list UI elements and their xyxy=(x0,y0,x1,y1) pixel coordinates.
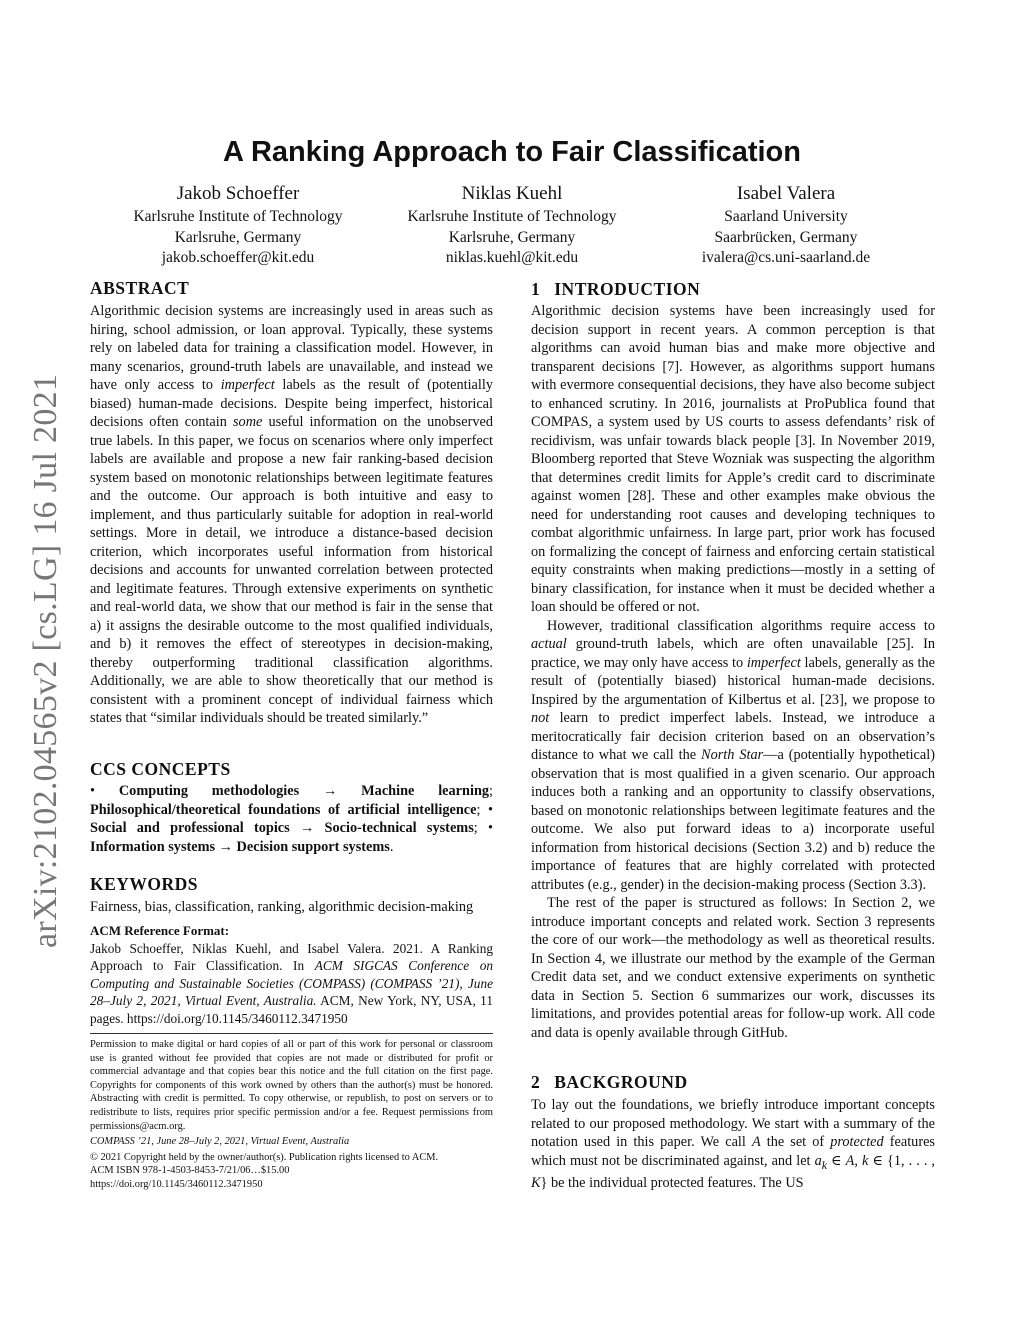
keywords-heading: KEYWORDS xyxy=(90,874,199,894)
intro-paragraph xyxy=(531,617,935,895)
ccs-term: Decision support systems xyxy=(236,838,390,855)
abstract-text-part: labels as the result of (potentially biased) human-made decisions. Despite being imperfect, historical decisions often contain xyxy=(90,377,493,430)
abstract-text xyxy=(90,302,493,728)
background-text xyxy=(531,1096,935,1192)
ccs-separator: ; xyxy=(473,820,478,836)
emphasis: actual xyxy=(531,636,567,652)
math-symbol: K xyxy=(531,1174,541,1191)
emphasis: imperfect xyxy=(746,654,801,671)
ccs-bullet: • xyxy=(488,820,494,836)
keywords-text: Fairness, bias, classification, ranking, algorithmic decision-making xyxy=(90,899,474,915)
copyright-line: © 2021 Copyright held by the owner/author(s). Publication rights licensed to ACM. xyxy=(90,1151,439,1163)
footnote-divider xyxy=(90,1033,493,1034)
acm-reference-heading: ACM Reference Format: xyxy=(90,923,230,938)
author-block xyxy=(636,180,936,269)
ccs-term: Social and professional topics xyxy=(90,820,290,836)
ccs-heading: CCS CONCEPTS xyxy=(90,759,231,779)
ccs-term: Socio-technical systems xyxy=(324,820,474,836)
text-part: learn to predict imperfect labels. Instead, we introduce a meritocratically fair decision criterion based on an observation’s distance to what we call the xyxy=(531,710,935,763)
ccs-bullet: • xyxy=(487,801,493,818)
ccs-term: Computing methodologies xyxy=(118,783,300,799)
permission-notice: Permission to make digital or hard copies of all or part of this work for personal or classroom use is granted without fee provided that copies are not made or distributed for profit or commercial advantage and that copies bear this notice and the full citation on the first page. Copyrights for components of this work owned by others than the author(s) must be honored. Abstracting with credit is permitted. To copy otherwise, or republish, to post on servers or to redistribute to lists, requires prior specific permission and/or a fee. Request permissions from permissions@acm.org. xyxy=(90,1039,493,1132)
author-affiliation: Karlsruhe Institute of Technology xyxy=(407,208,617,225)
ccs-end: . xyxy=(389,838,394,855)
text-part: labels, generally as the result of (potentially biased) historical human-made decisions. Inspired by the argumentation of Kilbertus et al. [23], we propose to xyxy=(531,654,935,708)
abstract-text-part: Algorithmic decision systems are increasingly used in areas such as hiring, school admission, or loan approval. Typically, these systems rely on labeled data for training a classification model. However, in many scenarios, ground-truth labels are unavailable, and instead we have only access to xyxy=(90,303,493,393)
emphasis: North Star xyxy=(701,747,764,763)
author-email[interactable]: jakob.schoeffer@kit.edu xyxy=(161,249,315,266)
author-email[interactable]: niklas.kuehl@kit.edu xyxy=(445,249,579,266)
conference-line xyxy=(90,1135,493,1149)
doi-link[interactable]: https://doi.org/10.1145/3460112.3471950 xyxy=(90,1178,263,1190)
author-block xyxy=(362,180,662,269)
author-location: Karlsruhe, Germany xyxy=(174,228,302,246)
arrow-icon: → xyxy=(299,820,315,836)
author-name: Isabel Valera xyxy=(736,183,836,204)
footnote xyxy=(90,1038,493,1192)
text-part: the set of xyxy=(760,1134,831,1150)
emphasis: protected xyxy=(830,1134,884,1150)
math-symbol: k xyxy=(862,1152,869,1169)
text-part: features which must not be discriminated against, and let xyxy=(531,1134,935,1169)
text-part: —a (potentially hypothetical) observation that is most qualified in a given scenario. Our approach induces both a ranking and an opportunity to classify observations, based on monotonic relationships between legitimate features and the outcome. We also put forward ideas to a) incorporate useful information from historical decisions (Section 3.2) and b) reduce the importance of features that are highly correlated with protected attributes (e.g., gender) in the decision-making process (Section 3.3). xyxy=(531,747,935,893)
math-symbol: A xyxy=(751,1134,761,1150)
author-location: Saarbrücken, Germany xyxy=(714,228,858,246)
abstract-emphasis: imperfect xyxy=(220,377,275,393)
math-symbol: A xyxy=(845,1152,855,1169)
intro-text xyxy=(531,302,935,1042)
ccs-bullet: • xyxy=(90,783,96,799)
ccs-term: Philosophical/theoretical foundations of artificial intelligence xyxy=(90,801,477,818)
author-name: Niklas Kuehl xyxy=(461,183,563,204)
emphasis: not xyxy=(531,710,550,726)
isbn-line: ACM ISBN 978-1-4503-8453-7/21/06…$15.00 xyxy=(90,1165,290,1177)
ccs-separator: ; xyxy=(489,783,494,799)
text-part: } be the individual protected features. The US xyxy=(540,1174,804,1191)
author-location: Karlsruhe, Germany xyxy=(448,228,576,246)
math-subscript: k xyxy=(821,1157,828,1172)
author-block xyxy=(88,180,388,269)
intro-paragraph: The rest of the paper is structured as follows: In Section 2, we introduce important concepts and related work. Section 3 represents the core of our work—the methodology as well as theoretical results. In Section 4, we illustrate our method by the example of the German Credit data set, and we conduct extensive experiments on synthetic data in Section 5. Section 6 summarizes our work, discusses its limitations, and provides potential areas for follow-up work. All code and data is openly available through GitHub. xyxy=(531,895,935,1041)
arrow-icon: → xyxy=(323,783,338,799)
background-heading xyxy=(531,1071,688,1093)
paper-title: A Ranking Approach to Fair Classification xyxy=(223,136,801,168)
text-part: ground-truth labels, which are often unavailable [25]. In practice, we may only have access to xyxy=(531,636,935,671)
acm-reference-text: ACM, New York, NY, USA, 11 pages. https://doi.org/10.1145/3460112.3471950 xyxy=(90,993,493,1026)
ccs-separator: ; xyxy=(476,801,481,818)
author-affiliation: Saarland University xyxy=(724,208,848,225)
text-part: ∈ xyxy=(827,1152,846,1169)
ccs-term: Machine learning xyxy=(361,783,490,799)
intro-heading xyxy=(531,278,700,300)
acm-reference-venue: ACM SIGCAS Conference on Computing and Sustainable Societies (COMPASS) (COMPASS ’21), June 28–July 2, 2021, Virtual Event, Australia. xyxy=(90,958,493,1009)
acm-reference-text: Jakob Schoeffer, Niklas Kuehl, and Isabel Valera. 2021. A Ranking Approach to Fair Classification. In xyxy=(90,940,493,974)
math-symbol: a xyxy=(814,1152,822,1169)
author-affiliation: Karlsruhe Institute of Technology xyxy=(133,208,343,225)
author-name: Jakob Schoeffer xyxy=(176,183,300,204)
intro-paragraph: Algorithmic decision systems have been increasingly used for decision support in recent years. A common perception is that algorithms can avoid human bias and make more objective and transparent decisions [7]. However, as algorithms support humans with evermore consequential decisions, they have also become subject to enhanced scrutiny. In 2016, journalists at ProPublica found that COMPAS, a system used by US courts to assess defendants’ risk of recidivism, was unfair towards black people [3]. In November 2019, Bloomberg reported that Steve Wozniak was suspecting the algorithm that determines credit limits for Apple’s credit card to discriminate against women [28]. These and other examples make obvious the need for understanding root causes and developing techniques to combat algorithmic unfairness. In large part, prior work has focused on formalizing the concept of fairness and enforcing certain statistical equity constraints when making predictions—mostly in a setting of binary classification, for instance when it must be decided whether a loan should be offered or not. xyxy=(531,303,935,615)
abstract-emphasis: some xyxy=(232,414,263,430)
text-part: ∈ {1, . . . , xyxy=(868,1152,935,1169)
text-part: However, traditional classification algorithms require access to xyxy=(547,617,935,634)
acm-reference xyxy=(90,922,493,1028)
text-part: To lay out the foundations, we briefly introduce important concepts related to our proposed methodology. We start with a summary of the notation used in this paper. We call xyxy=(531,1097,935,1150)
abstract-heading: ABSTRACT xyxy=(90,278,190,298)
ccs-concepts xyxy=(90,782,493,856)
arxiv-identifier: arXiv:2102.04565v2 [cs.LG] 16 Jul 2021 xyxy=(27,373,64,948)
section-title: INTRODUCTION xyxy=(554,279,701,299)
abstract-text-part: useful information on the unobserved true labels. In this paper, we focus on scenarios where only imperfect labels are available and propose a new fair ranking-based decision system based on monotonic relationships between legitimate features and the outcome. Our approach is both intuitive and easy to implement, and thus particularly suitable for adoption in real-world settings. More in detail, we introduce a distance-based decision criterion, which incorporates useful information from historical decisions and accounts for unwanted correlation between protected and legitimate features. Through extensive experiments on synthetic and real-world data, we show that our method is fair in the sense that a) it assigns the desirable outcome to the most qualified individuals, and b) it removes the effect of stereotypes in decision-making, thereby outperforming traditional classification algorithms. Additionally, we are able to show theoretically that our method is consistent with a prominent concept of individual fairness which states that “similar individuals should be treated similarly.” xyxy=(90,414,494,726)
ccs-term: Information systems xyxy=(90,838,216,855)
arrow-icon: → xyxy=(218,838,233,855)
conference-text: COMPASS ’21, June 28–July 2, 2021, Virtual Event, Australia xyxy=(90,1136,350,1148)
author-email[interactable]: ivalera@cs.uni-saarland.de xyxy=(701,249,871,266)
section-title: BACKGROUND xyxy=(554,1072,688,1092)
section-number: 2 xyxy=(531,1072,541,1092)
section-number: 1 xyxy=(531,279,541,299)
text-part: , xyxy=(854,1152,862,1169)
